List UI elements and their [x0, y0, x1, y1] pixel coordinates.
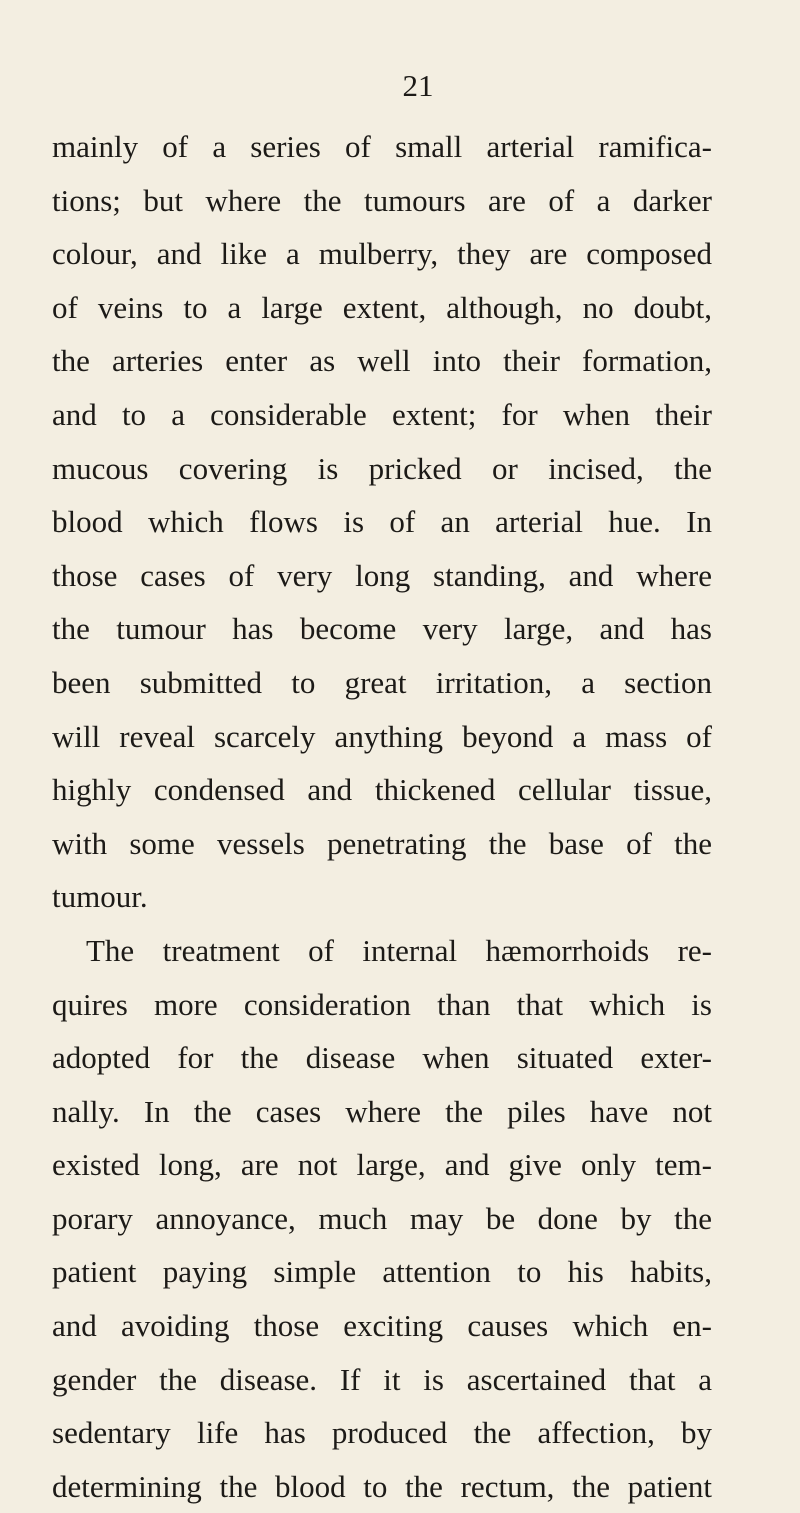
- body-text: [52, 120, 712, 1513]
- text-line: been submitted to great irritation, a section: [52, 664, 712, 700]
- text-line: adopted for the disease when situated exter-: [52, 1040, 712, 1076]
- text-line: The treatment of internal hæmorrhoids re-: [86, 932, 712, 968]
- text-line: quires more consideration than that which is: [52, 986, 712, 1022]
- text-line: blood which flows is of an arterial hue. In: [52, 504, 712, 540]
- text-line: of veins to a large extent, although, no doubt,: [52, 289, 712, 325]
- text-line: mucous covering is pricked or incised, the: [52, 450, 712, 486]
- text-line: existed long, are not large, and give only tem-: [52, 1147, 712, 1183]
- text-line: with some vessels penetrating the base of the: [52, 825, 712, 861]
- text-line: colour, and like a mulberry, they are composed: [52, 236, 712, 272]
- text-line: nally. In the cases where the piles have not: [52, 1093, 712, 1129]
- text-line: sedentary life has produced the affection, by: [52, 1415, 712, 1451]
- text-line: gender the disease. If it is ascertained that a: [52, 1361, 712, 1397]
- text-line: the arteries enter as well into their formation,: [52, 343, 712, 379]
- page-number: 21: [402, 68, 434, 103]
- text-line: tumour.: [52, 879, 148, 915]
- text-line: those cases of very long standing, and where: [52, 557, 712, 593]
- text-line: highly condensed and thickened cellular tissue,: [52, 772, 712, 808]
- text-line: tions; but where the tumours are of a darker: [52, 182, 712, 218]
- text-line: determining the blood to the rectum, the patient: [52, 1468, 712, 1504]
- text-line: and avoiding those exciting causes which en-: [52, 1308, 712, 1344]
- text-line: patient paying simple attention to his habits,: [52, 1254, 712, 1290]
- text-line: mainly of a series of small arterial ramifica-: [52, 129, 712, 164]
- text-line: and to a considerable extent; for when their: [52, 396, 712, 432]
- text-line: porary annoyance, much may be done by the: [52, 1200, 712, 1236]
- text-line: will reveal scarcely anything beyond a mass of: [52, 718, 712, 754]
- text-line: the tumour has become very large, and has: [52, 611, 712, 647]
